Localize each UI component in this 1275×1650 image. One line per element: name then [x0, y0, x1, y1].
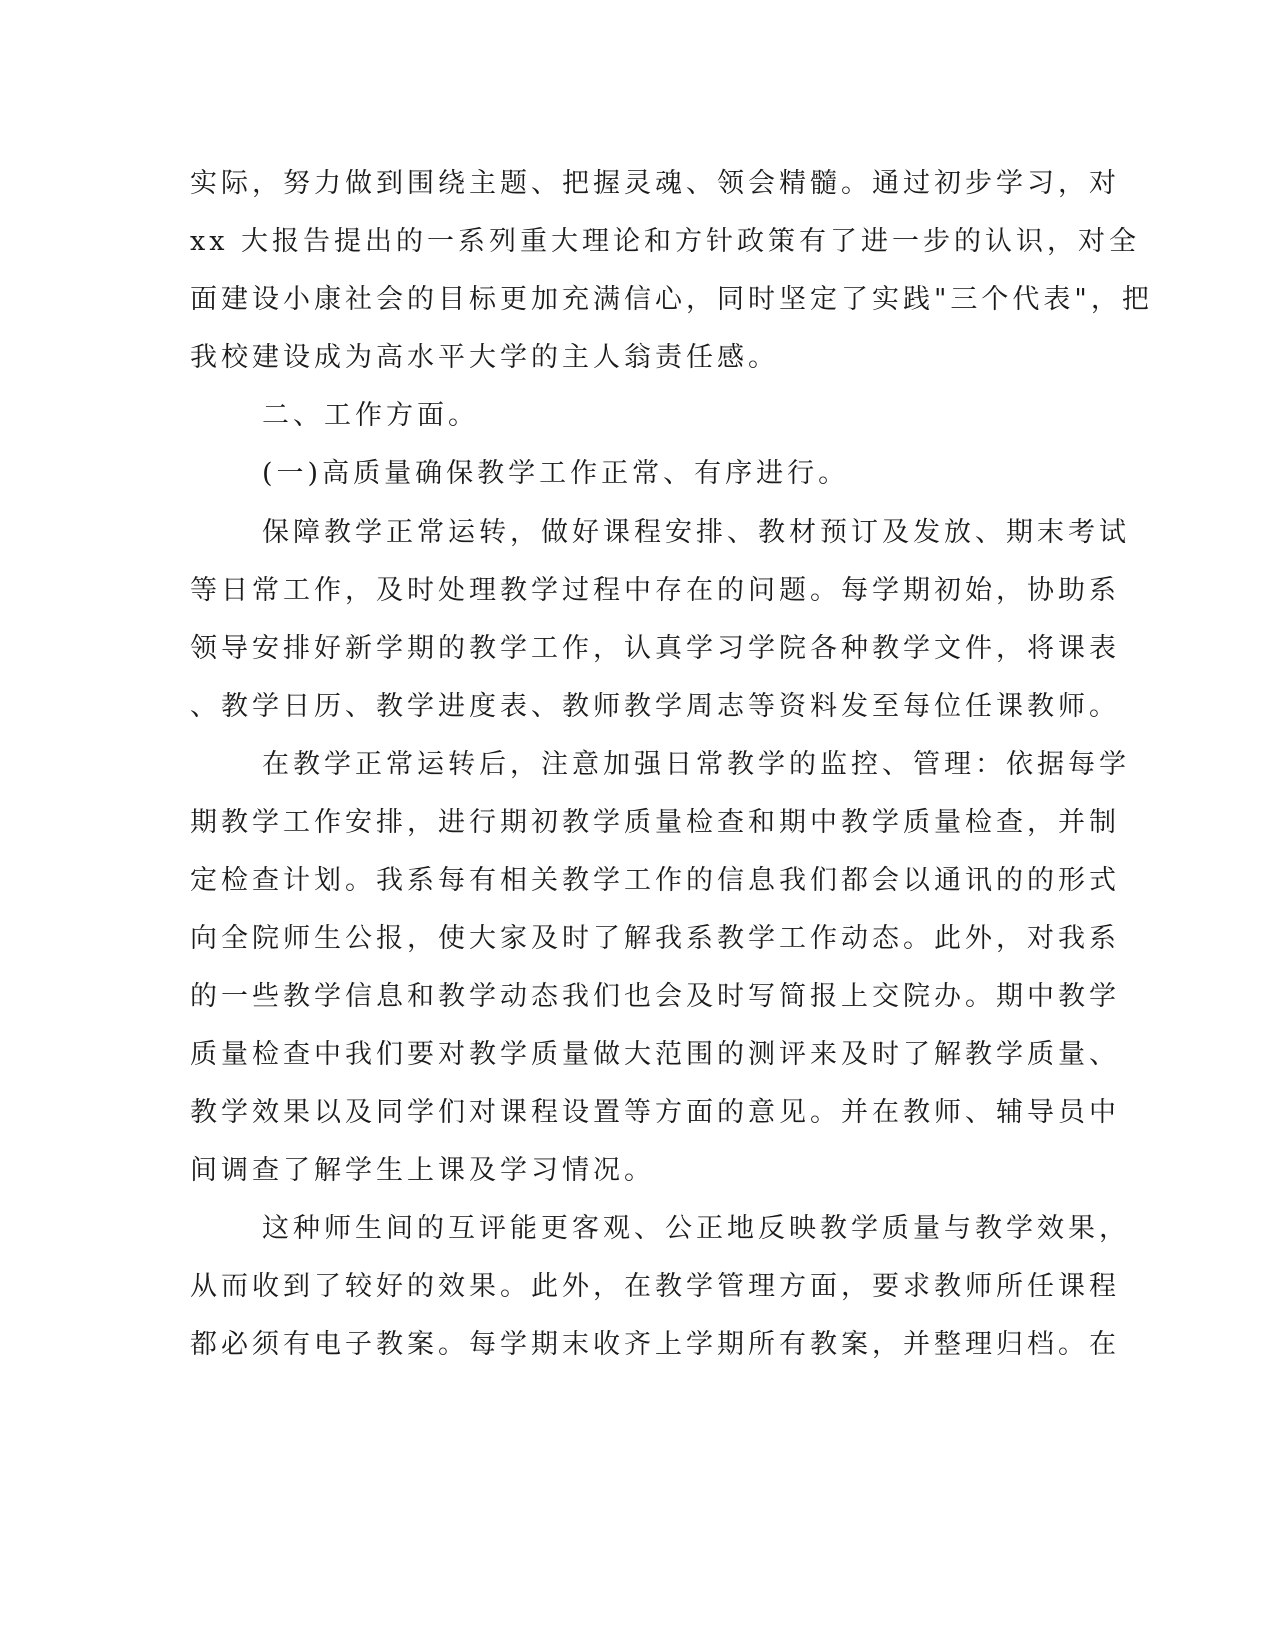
subsection-heading: (一)高质量确保教学工作正常、有序进行。: [262, 458, 850, 489]
paragraph-line: 间调查了解学生上课及学习情况。: [190, 1155, 655, 1186]
paragraph-line: 都必须有电子教案。每学期末收齐上学期所有教案，并整理归档。在: [190, 1329, 1120, 1360]
paragraph-line: 保障教学正常运转，做好课程安排、教材预订及发放、期末考试: [262, 517, 1130, 548]
paragraph-line: 这种师生间的互评能更客观、公正地反映教学质量与教学效果，: [262, 1213, 1130, 1244]
paragraph-line: 领导安排好新学期的教学工作，认真学习学院各种教学文件，将课表: [190, 633, 1120, 664]
paragraph-line: 定检查计划。我系每有相关教学工作的信息我们都会以通讯的的形式: [190, 865, 1120, 896]
paragraph-line: 等日常工作，及时处理教学过程中存在的问题。每学期初始，协助系: [190, 575, 1120, 606]
paragraph-line: 教学效果以及同学们对课程设置等方面的意见。并在教师、辅导员中: [190, 1097, 1120, 1128]
paragraph-line: 在教学正常运转后，注意加强日常教学的监控、管理：依据每学: [262, 749, 1130, 780]
paragraph-line: 质量检查中我们要对教学质量做大范围的测评来及时了解教学质量、: [190, 1039, 1120, 1070]
paragraph-line: 的一些教学信息和教学动态我们也会及时写简报上交院办。期中教学: [190, 981, 1120, 1012]
paragraph-line: 实际，努力做到围绕主题、把握灵魂、领会精髓。通过初步学习，对: [190, 168, 1120, 199]
paragraph-line: 从而收到了较好的效果。此外，在教学管理方面，要求教师所任课程: [190, 1271, 1120, 1302]
paragraph-line: 我校建设成为高水平大学的主人翁责任感。: [190, 342, 779, 373]
paragraph-line: 期教学工作安排，进行期初教学质量检查和期中教学质量检查，并制: [190, 807, 1120, 838]
paragraph-line: 向全院师生公报，使大家及时了解我系教学工作动态。此外，对我系: [190, 923, 1120, 954]
paragraph-line: 、教学日历、教学进度表、教师教学周志等资料发至每位任课教师。: [190, 691, 1120, 722]
paragraph-line: xx 大报告提出的一系列重大理论和方针政策有了进一步的认识，对全: [190, 226, 1141, 257]
paragraph-line: 面建设小康社会的目标更加充满信心，同时坚定了实践"三个代表"，把: [190, 284, 1153, 315]
section-heading: 二、工作方面。: [262, 400, 479, 431]
